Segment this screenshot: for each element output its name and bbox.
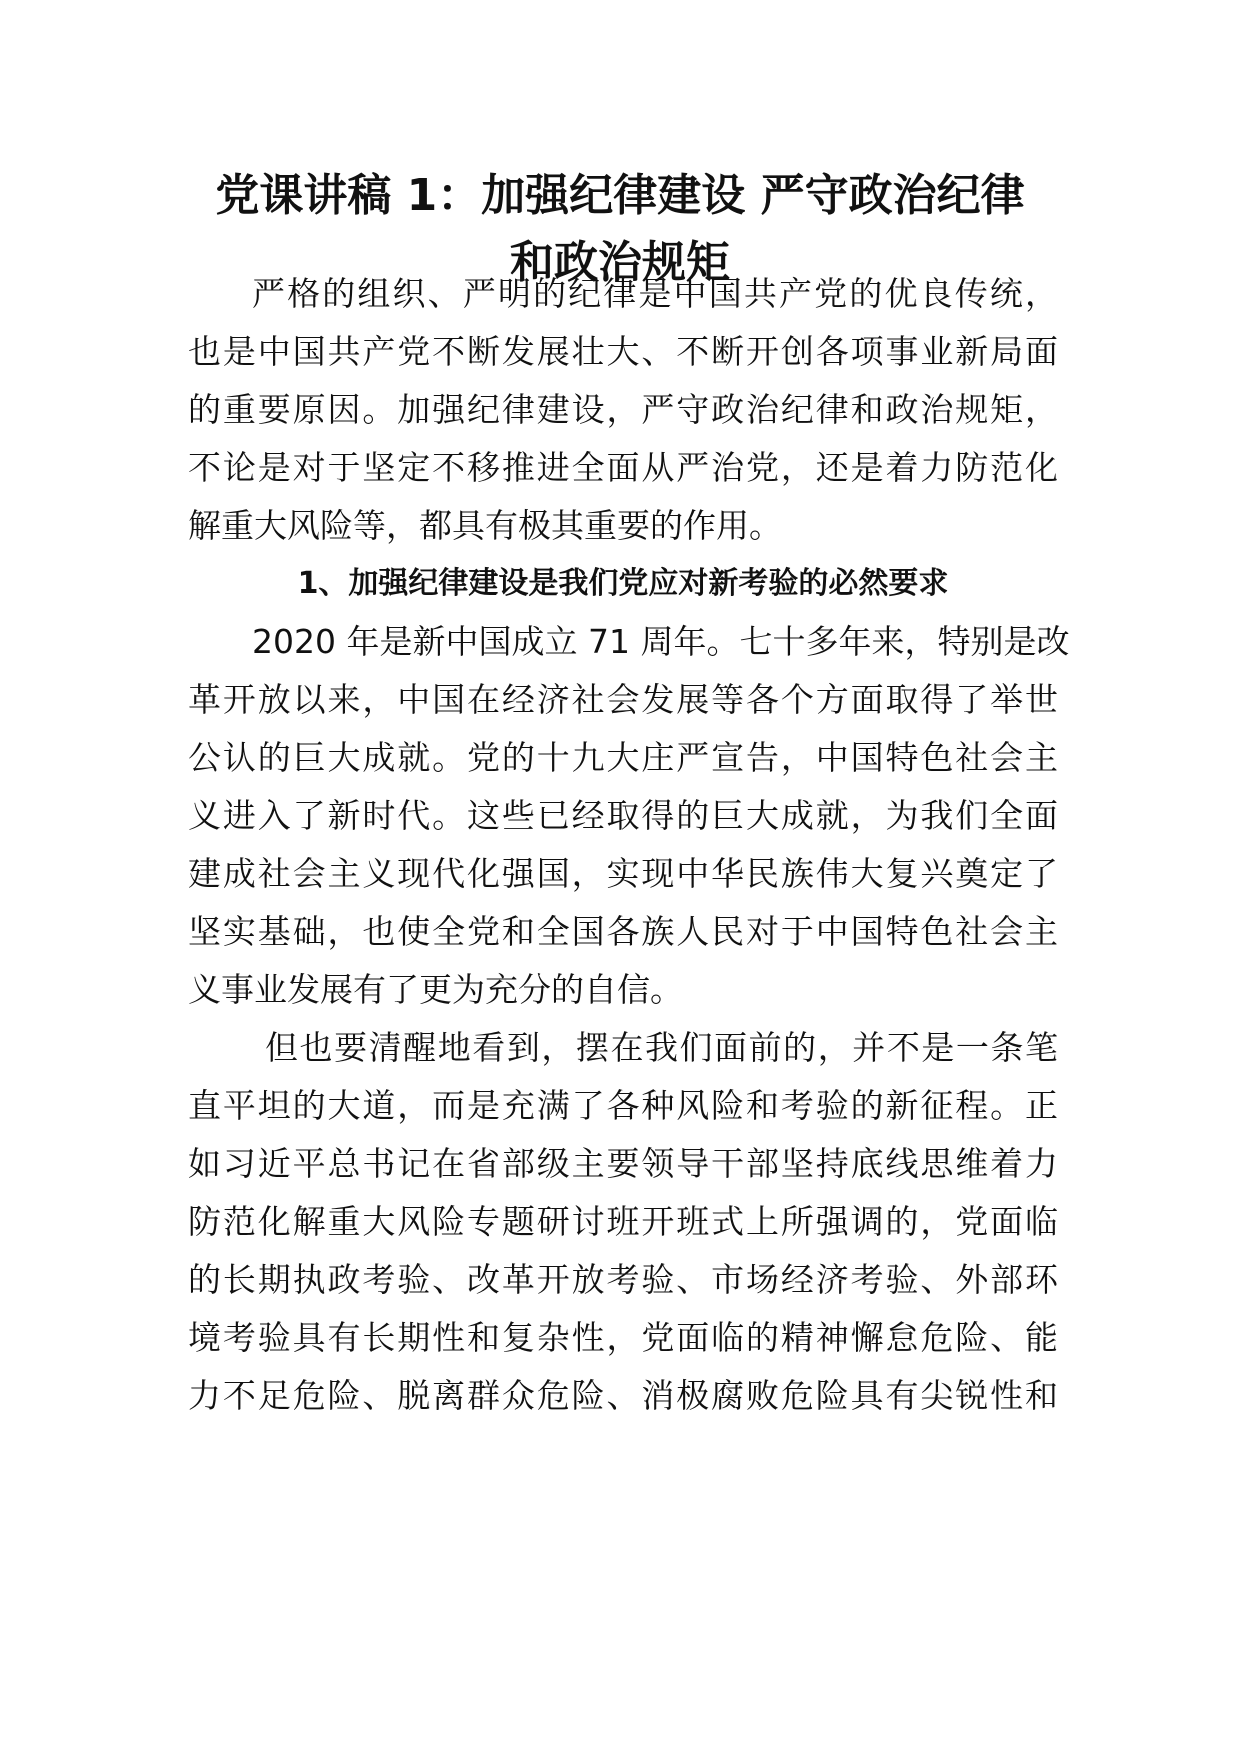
document-title-line-2: 和政治规矩: [510, 237, 730, 288]
paragraph-3-line: 境考验具有长期性和复杂性，党面临的精神懈怠危险、能: [188, 1318, 1058, 1357]
paragraph-1-line: 的重要原因。加强纪律建设，严守政治纪律和政治规矩，: [188, 390, 1058, 429]
paragraph-2-line: 义事业发展有了更为充分的自信。: [188, 970, 683, 1009]
paragraph-3-line: 防范化解重大风险专题研讨班开班式上所强调的，党面临: [188, 1202, 1058, 1241]
section-heading: 1、加强纪律建设是我们党应对新考验的必然要求: [297, 566, 949, 601]
paragraph-1-line: 解重大风险等，都具有极其重要的作用。: [188, 506, 782, 545]
paragraph-2-line: 公认的巨大成就。党的十九大庄严宣告，中国特色社会主: [188, 738, 1058, 777]
document-title-line-1: 党课讲稿 1：加强纪律建设 严守政治纪律: [215, 170, 1025, 221]
paragraph-2-line: 坚实基础，也使全党和全国各族人民对于中国特色社会主: [188, 912, 1058, 951]
paragraph-1-line: 严格的组织、严明的纪律是中国共产党的优良传统，: [252, 274, 1058, 313]
paragraph-2-line: 革开放以来，中国在经济社会发展等各个方面取得了举世: [188, 680, 1058, 719]
paragraph-2-line: 2020 年是新中国成立 71 周年。七十多年来，特别是改: [252, 622, 1070, 661]
paragraph-1-line: 也是中国共产党不断发展壮大、不断开创各项事业新局面: [188, 332, 1058, 371]
paragraph-2-line: 建成社会主义现代化强国，实现中华民族伟大复兴奠定了: [188, 854, 1058, 893]
paragraph-3-line: 但也要清醒地看到，摆在我们面前的，并不是一条笔: [265, 1028, 1058, 1067]
paragraph-3-line: 力不足危险、脱离群众危险、消极腐败危险具有尖锐性和: [188, 1376, 1058, 1415]
paragraph-3-line: 如习近平总书记在省部级主要领导干部坚持底线思维着力: [188, 1144, 1058, 1183]
paragraph-1-line: 不论是对于坚定不移推进全面从严治党，还是着力防范化: [188, 448, 1058, 487]
paragraph-2-line: 义进入了新时代。这些已经取得的巨大成就，为我们全面: [188, 796, 1058, 835]
paragraph-3-line: 直平坦的大道，而是充满了各种风险和考验的新征程。正: [188, 1086, 1058, 1125]
paragraph-3-line: 的长期执政考验、改革开放考验、市场经济考验、外部环: [188, 1260, 1058, 1299]
